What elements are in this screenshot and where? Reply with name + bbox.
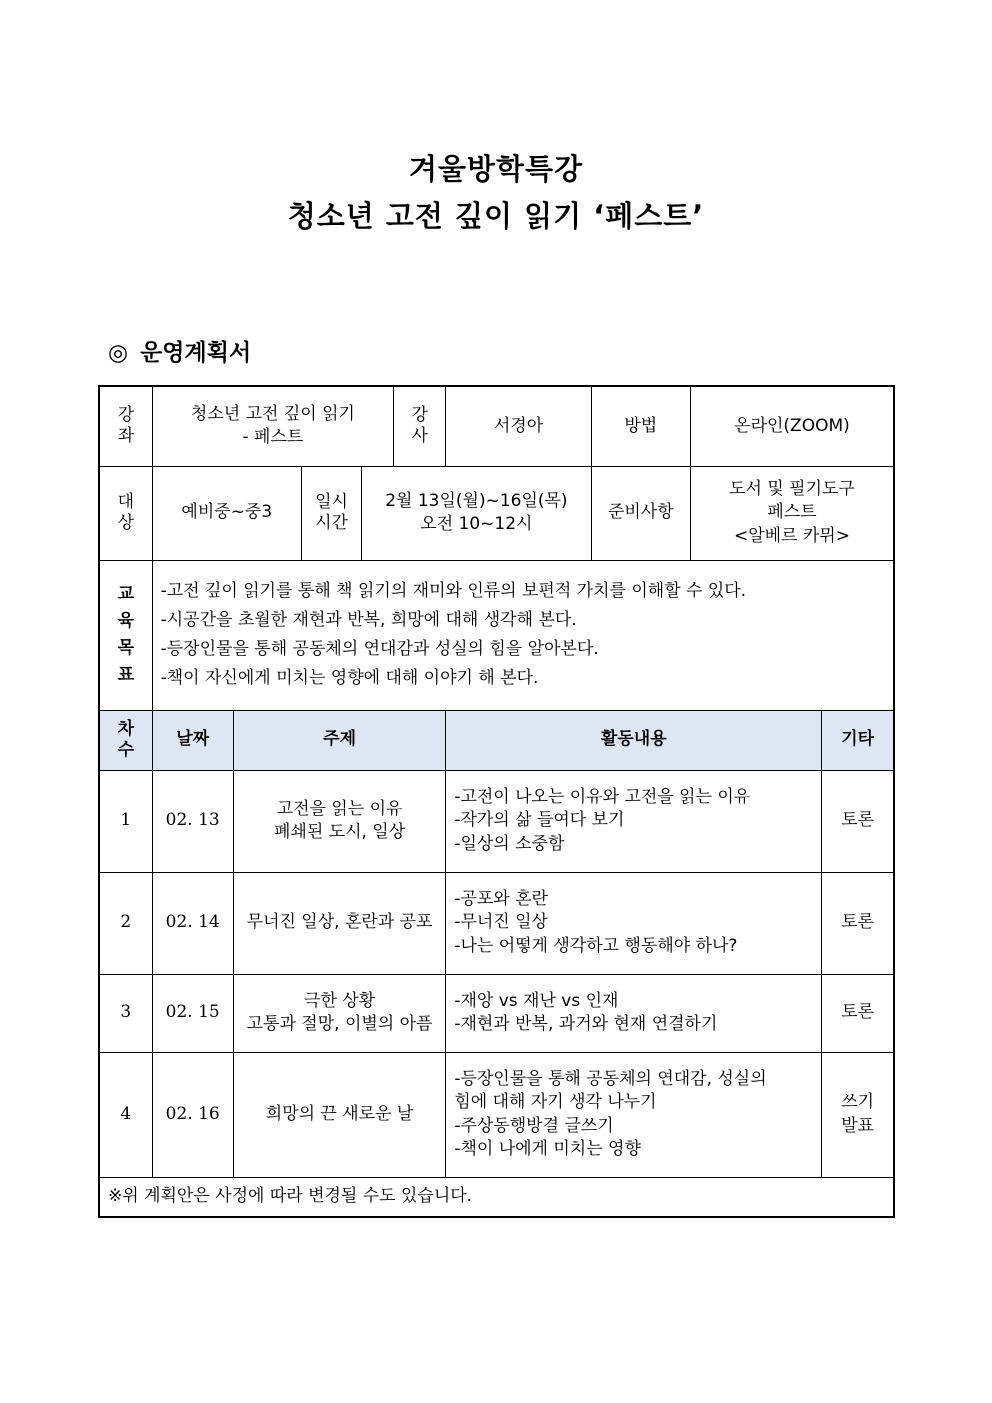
session-number: 4 xyxy=(99,1052,152,1177)
table-row xyxy=(99,974,894,1052)
session-date: 02. 15 xyxy=(152,974,233,1052)
goal-item: -시공간을 초월한 재현과 반복, 희망에 대해 생각해 본다. xyxy=(160,609,577,630)
session-number: 3 xyxy=(99,974,152,1052)
session-number: 1 xyxy=(99,770,152,872)
course-value: 청소년 고전 깊이 읽기 - 페스트 xyxy=(152,386,394,466)
section-heading-label: 운영계획서 xyxy=(140,340,252,366)
session-date: 02. 16 xyxy=(152,1052,233,1177)
table-row xyxy=(99,872,894,974)
document-subtitle: 청소년 고전 깊이 읽기 ‘페스트’ xyxy=(287,199,705,233)
session-etc: 토론 xyxy=(822,872,894,974)
session-number: 2 xyxy=(99,872,152,974)
instructor-label: 강 사 xyxy=(394,386,446,466)
session-date: 02. 13 xyxy=(152,770,233,872)
info-row-target xyxy=(99,466,894,560)
goal-item: -등장인물을 통해 공동체의 연대감과 성실의 힘을 알아본다. xyxy=(160,639,599,659)
note-text: ※위 계획안은 사정에 따라 변경될 수도 있습니다. xyxy=(99,1177,894,1217)
target-value: 예비중~중3 xyxy=(152,466,301,560)
session-topic: 희망의 끈 새로운 날 xyxy=(233,1052,446,1177)
section-heading xyxy=(108,334,251,367)
plan-table xyxy=(98,385,895,1218)
note-row xyxy=(99,1177,894,1217)
instructor-value: 서경아 xyxy=(446,386,591,466)
session-etc: 토론 xyxy=(822,770,894,872)
goal-item: -책이 자신에게 미치는 영향에 대해 이야기 해 본다. xyxy=(160,668,539,689)
datetime-label: 일시 시간 xyxy=(301,466,361,560)
method-value: 온라인(ZOOM) xyxy=(690,386,894,466)
schedule-header-row xyxy=(99,710,894,770)
prep-value: 도서 및 필기도구 페스트 <알베르 카뮈> xyxy=(690,466,894,560)
method-label: 방법 xyxy=(591,386,690,466)
info-row-course xyxy=(99,386,894,466)
session-topic: 무너진 일상, 혼란과 공포 xyxy=(233,872,446,974)
header-activity: 활동내용 xyxy=(446,710,822,770)
session-activity: -공포와 혼란 -무너진 일상 -나는 어떻게 생각하고 행동해야 하나? xyxy=(446,872,822,974)
session-activity: -고전이 나오는 이유와 고전을 읽는 이유 -작가의 삶 들여다 보기 -일상의 소중함 xyxy=(446,770,822,872)
goals-list xyxy=(152,560,894,710)
header-etc: 기타 xyxy=(822,710,894,770)
session-date: 02. 14 xyxy=(152,872,233,974)
document-title: 겨울방학특강 xyxy=(408,152,584,186)
goal-item: -고전 깊이 읽기를 통해 책 읽기의 재미와 인류의 보편적 가치를 이해할 수 있다. xyxy=(160,580,747,601)
double-circle-icon: ◎ xyxy=(108,340,129,366)
table-row xyxy=(99,770,894,872)
header-date: 날짜 xyxy=(152,710,233,770)
goals-label: 교 육 목 표 xyxy=(99,560,152,710)
target-label: 대 상 xyxy=(99,466,152,560)
session-etc: 쓰기 발표 xyxy=(822,1052,894,1177)
session-activity: -등장인물을 통해 공동체의 연대감, 성실의 힘에 대해 자기 생각 나누기 -주상동행방결 글쓰기 -책이 나에게 미치는 영향 xyxy=(446,1052,822,1177)
datetime-value: 2월 13일(월)~16일(목) 오전 10~12시 xyxy=(362,466,592,560)
session-activity: -재앙 vs 재난 vs 인재 -재현과 반복, 과거와 현재 연결하기 xyxy=(446,974,822,1052)
session-topic: 고전을 읽는 이유 폐쇄된 도시, 일상 xyxy=(233,770,446,872)
table-row xyxy=(99,1052,894,1177)
header-session: 차 수 xyxy=(99,710,152,770)
goals-row xyxy=(99,560,894,710)
session-etc: 토론 xyxy=(822,974,894,1052)
header-topic: 주제 xyxy=(233,710,446,770)
prep-label: 준비사항 xyxy=(591,466,690,560)
course-label: 강 좌 xyxy=(99,386,152,466)
session-topic: 극한 상황 고통과 절망, 이별의 아픔 xyxy=(233,974,446,1052)
